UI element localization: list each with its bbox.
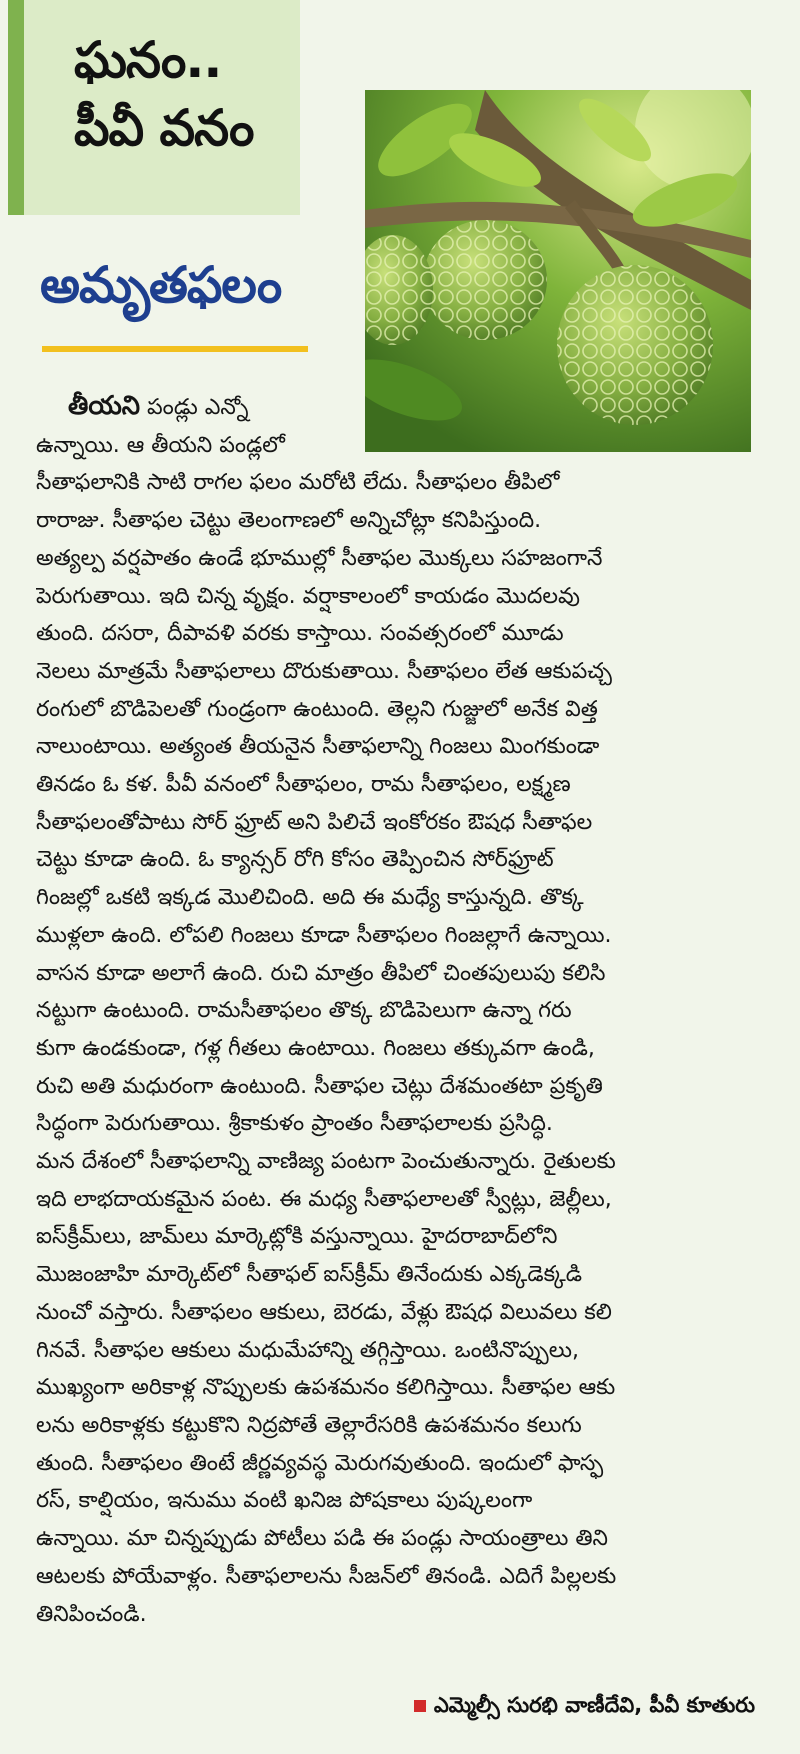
article-line: మన దేశంలో సీతాఫలాన్ని వాణిజ్య పంటగా పెంచుతున్నారు. రైతులకు [36,1149,616,1175]
article-line: గింజల్లో ఒకటి ఇక్కడ మొలిచింది. అది ఈ మధ్యే కాస్తున్నది. తొక్క [36,885,584,911]
article-line: వాసన కూడా అలాగే ఉంది. రుచి మాత్రం తీపిలో చింతపులుపు కలిసి [36,960,606,986]
header-box [8,0,300,215]
article-line: నాలుంటాయి. అత్యంత తీయనైన సీతాఫలాన్ని గింజలు మింగకుండా [36,734,600,760]
article-line: నెలలు మాత్రమే సీతాఫలాలు దొరుకుతాయి. సీతాఫలం లేత ఆకుపచ్చ [36,658,612,684]
article-line: నట్టుగా ఉంటుంది. రామసీతాఫలం తొక్క బొడిపెలుగా ఉన్నా గరు [36,998,572,1024]
article-line: రంగులో బొడిపెలతో గుండ్రంగా ఉంటుంది. తెల్లని గుజ్జులో అనేక విత్త [36,696,598,722]
article-line: కుగా ఉండకుండా, గళ్ల గీతలు ఉంటాయి. గింజలు తక్కువగా ఉండి, [36,1035,595,1061]
article-line: సీతాఫలంతోపాటు సోర్ ఫ్రూట్ అని పిలిచే ఇంకోరకం ఔషధ సీతాఫల [36,809,593,835]
article-line: లను అరికాళ్లకు కట్టుకొని నిద్రపోతే తెల్లారేసరికి ఉపశమనం కలుగు [36,1412,582,1438]
title-line-1: ఘనం.. [74,31,222,89]
article-body [36,388,762,1633]
article-line: ఆటలకు పోయేవాళ్లం. సీతాఫలాలను సీజన్‌లో తినండి. ఎదిగే పిల్లలకు [36,1563,617,1589]
title-underline [42,346,308,352]
article-lead-line [36,388,356,427]
article-line: ఉన్నాయి. ఆ తీయని పండ్లలో [36,432,285,458]
article-line: రుచి అతి మధురంగా ఉంటుంది. సీతాఫల చెట్లు దేశమంతటా ప్రకృతి [36,1073,603,1099]
article-line: తినడం ఓ కళ. పీవీ వనంలో సీతాఫలం, రామ సీతాఫలం, లక్ష్మణ [36,772,571,798]
article-line: పెరుగుతాయి. ఇది చిన్న వృక్షం. వర్షాకాలంలో కాయడం మొదలవు [36,583,580,609]
lead-word: తీయని [68,391,141,421]
author-byline [414,1693,755,1723]
article-line: సీతాఫలానికి సాటి రాగల ఫలం మరోటి లేదు. సీతాఫలం తీపిలో [36,470,560,496]
article-line: రస్, కాల్షియం, ఇనుము వంటి ఖనిజ పోషకాలు పుష్కలంగా [36,1488,533,1514]
title-line-2: పీవీ వనం [74,99,254,157]
lead-rest: పండ్లు ఎన్నో [140,395,249,420]
article-line: ముఖ్యంగా అరికాళ్ల నొప్పులకు ఉపశమనం కలిగిస్తాయి. సీతాఫల ఆకు [36,1375,616,1401]
article-line: తినిపించండి. [36,1601,147,1627]
article-line: చెట్టు కూడా ఉంది. ఓ క్యాన్సర్ రోగి కోసం తెప్పించిన సోర్‌ఫ్రూట్ [36,847,554,873]
article-line: సిద్ధంగా పెరుగుతాయి. శ్రీకాకుళం ప్రాంతం సీతాఫలాలకు ప్రసిద్ధి. [36,1111,553,1137]
byline-text: ఎమ్మెల్సీ సురభి వాణీదేవి, పీవీ కూతురు [433,1693,755,1717]
article-line: నుంచో వస్తారు. సీతాఫలం ఆకులు, బెరడు, వేళ్లు ఔషధ విలువలు కలి [36,1299,612,1325]
article-line: ఉన్నాయి. మా చిన్నప్పుడు పోటీలు పడి ఈ పండ్లు సాయంత్రాలు తిని [36,1526,608,1552]
article-line: తుంది. దసరా, దీపావళి వరకు కాస్తాయి. సంవత్సరంలో మూడు [36,621,564,647]
article-line: అత్యల్ప వర్షపాతం ఉండే భూముల్లో సీతాఫల మొక్కలు సహజంగానే [36,545,603,571]
article-line: మొజంజాహి మార్కెట్‌లో సీతాఫల్ ఐస్‌క్రీమ్ తినేందుకు ఎక్కడెక్కడి [36,1262,582,1288]
article-line: తుంది. సీతాఫలం తింటే జీర్ణవ్యవస్థ మెరుగవుతుంది. ఇందులో ఫాస్ఫ [36,1450,604,1476]
article-line: ఇది లాభదాయకమైన పంట. ఈ మధ్య సీతాఫలాలతో స్వీట్లు, జెల్లీలు, [36,1186,612,1212]
article-line: రారాజు. సీతాఫల చెట్టు తెలంగాణలో అన్నిచోట్లా కనిపిస్తుంది. [36,508,542,534]
article-line: గినవే. సీతాఫల ఆకులు మధుమేహాన్ని తగ్గిస్తాయి. ఒంటినొప్పులు, [36,1337,579,1363]
article-line: ముళ్లలా ఉంది. లోపలి గింజలు కూడా సీతాఫలం గింజల్లాగే ఉన్నాయి. [36,922,612,948]
page-title [74,26,314,162]
article-line: ఐస్‌క్రీమ్‌లు, జామ్‌లు మార్కెట్లోకి వస్తున్నాయి. హైదరాబాద్‌లోని [36,1224,558,1250]
section-title: అమృతఫలం [40,256,282,314]
byline-bullet-icon [414,1700,426,1712]
